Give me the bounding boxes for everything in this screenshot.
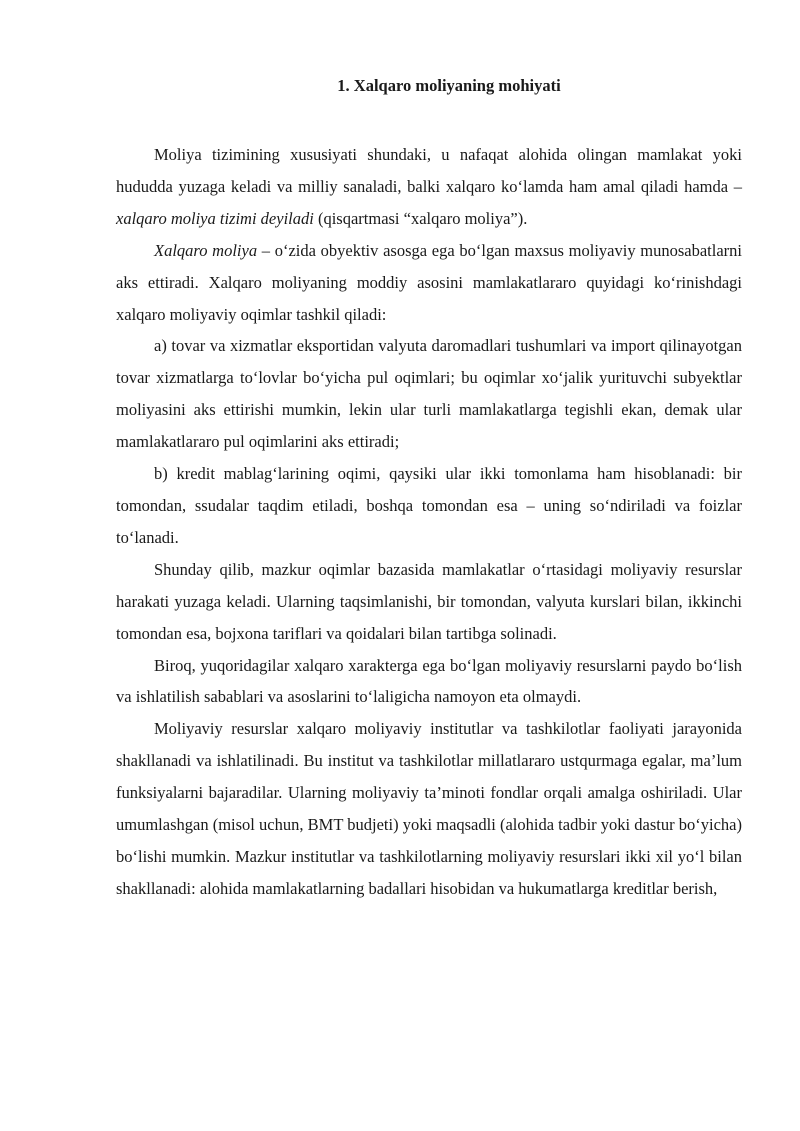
paragraph-7: Moliyaviy resurslar xalqaro moliyaviy institutlar va tashkilotlar faoliyati jarayonida shakllanadi va ishlatilinadi. Bu institut va tashkilotlar millatlararo ustqurmaga egalar, ma’lum funksiyalarni bajaradilar. Ularning moliyaviy ta’minoti fondlar orqali amalga oshiriladi. Ular umumlashgan (misol uchun, BMT budjeti) yoki maqsadli (alohida tadbir yoki dastur bo‘yicha) bo‘lishi mumkin. Mazkur institutlar va tashkilotlarning moliyaviy resurslari ikki xil yo‘l bilan shakllanadi: alohida mamlakatlarning badallari hisobidan va hukumatlarga kreditlar berish, <box>116 719 742 898</box>
paragraph-6: Biroq, yuqoridagilar xalqaro xarakterga ega bo‘lgan moliyaviy resurslarni paydo bo‘lish va ishlatilish sabablari va asoslarini to‘laligicha namoyon eta olmaydi. <box>116 655 742 707</box>
paragraph-3: a) tovar va xizmatlar eksportidan valyuta daromadlari tushumlari va import qilinayotgan tovar xizmatlarga to‘lovlar bo‘yicha pul oqimlari; bu oqimlar xo‘jalik yurituvchi subyektlar moliyasini aks ettirishi mumkin, lekin ular turli mamlakatlarga tegishli ekan, demak ular mamlakatlararo pul oqimlarini aks ettiradi; <box>116 336 742 452</box>
paragraph-1-text-b: (qisqartmasi “xalqaro moliya”). <box>313 208 528 228</box>
paragraph-2-text: – o‘zida obyektiv asosga ega bo‘lgan maxsus moliyaviy munosabatlarni aks ettiradi. Xalqaro moliyaning moddiy asosini mamlakatlararo quyidagi ko‘rinishdagi xalqaro moliyaviy oqimlar tashkil qiladi: <box>116 240 742 324</box>
paragraph-4: b) kredit mablag‘larining oqimi, qaysiki ular ikki tomonlama ham hisoblanadi: bir tomondan, ssudalar taqdim etiladi, boshqa tomondan esa – uning so‘ndiriladi va foizlar to‘lanadi. <box>116 464 742 547</box>
body-text <box>116 139 742 905</box>
paragraph-1-text-a: Moliya tizimining xususiyati shundaki, u nafaqat alohida olingan mamlakat yoki hududda yuzaga keladi va milliy sanaladi, balki xalqaro ko‘lamda ham amal qiladi hamda – <box>116 145 742 196</box>
paragraph-1 <box>116 139 742 235</box>
paragraph-1-emphasis: xalqaro moliya tizimi deyiladi <box>116 208 314 228</box>
paragraph-5: Shunday qilib, mazkur oqimlar bazasida mamlakatlar o‘rtasidagi moliyaviy resurslar harakati yuzaga keladi. Ularning taqsimlanishi, bir tomondan, valyuta kurslari bilan, ikkinchi tomondan esa, bojxona tariflari va qoidalari bilan tartibga solinadi. <box>116 559 742 643</box>
paragraph-2 <box>116 235 742 331</box>
section-title: 1. Xalqaro moliyaning mohiyati <box>337 76 561 95</box>
paragraph-2-emphasis: Xalqaro moliya <box>154 240 258 260</box>
